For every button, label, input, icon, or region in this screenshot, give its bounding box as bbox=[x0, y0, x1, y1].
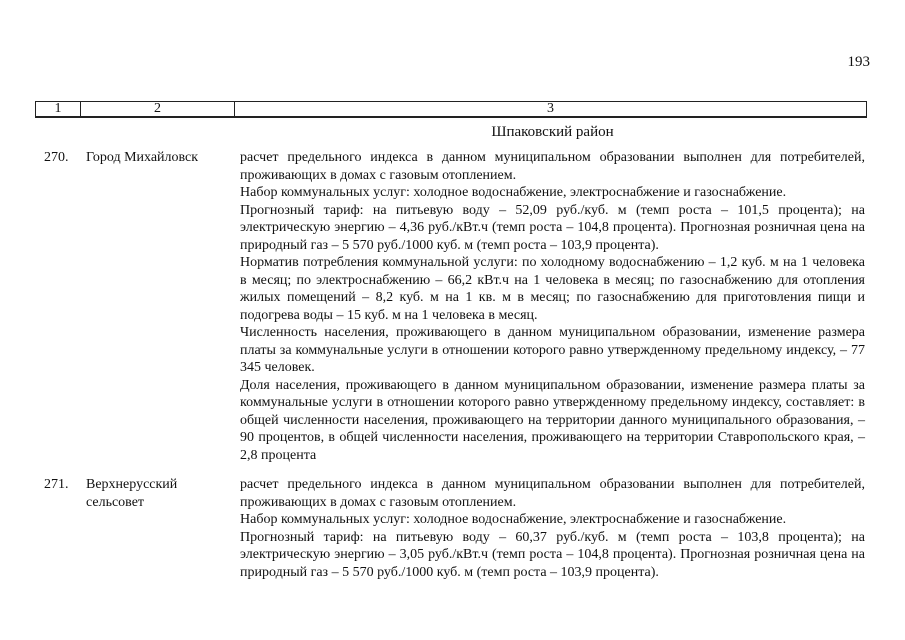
entry-text bbox=[240, 476, 865, 581]
entry-name: Город Михайловск bbox=[86, 150, 199, 165]
entry-text bbox=[240, 149, 865, 464]
column-header-2: 2 bbox=[81, 102, 235, 116]
page-number: 193 bbox=[847, 54, 870, 70]
entry-paragraph: Доля населения, проживающего в данном муниципальном образовании, изменение размера платы за коммунальные услуги в отношении которого равно утвержденному предельному индексу, составляет: в общей численности населения, проживающего на территории данного муниципального образования, – 90 процентов, в общей численности населения, проживающего на территории Ставропольского края, – 2,8 процента bbox=[240, 377, 865, 463]
entry-number: 271. bbox=[44, 477, 69, 492]
column-header-3: 3 bbox=[547, 101, 554, 116]
column-header-row bbox=[35, 101, 867, 118]
entry-paragraph: расчет предельного индекса в данном муниципальном образовании выполнен для потребителей, проживающих в домах с газовым отоплением. bbox=[240, 477, 865, 510]
entry-paragraph: Норматив потребления коммунальной услуги: по холодному водоснабжению – 1,2 куб. м на 1 человека в месяц; по электроснабжению – 66,2 кВт.ч на 1 человека в месяц; по газоснабжению для отопления жилых помещений – 8,2 куб. м на 1 кв. м в месяц; по газоснабжению для приготовления пищи и подогрева воды – 15 куб. м на 1 человека в месяц. bbox=[240, 255, 865, 323]
entry-name: Верхнерусский сельсовет bbox=[86, 477, 178, 510]
column-header-1: 1 bbox=[36, 102, 81, 116]
entry-paragraph: Набор коммунальных услуг: холодное водоснабжение, электроснабжение и газоснабжение. bbox=[240, 512, 787, 527]
entry-paragraph: Набор коммунальных услуг: холодное водоснабжение, электроснабжение и газоснабжение. bbox=[240, 185, 787, 200]
entry-paragraph: расчет предельного индекса в данном муниципальном образовании выполнен для потребителей, проживающих в домах с газовым отоплением. bbox=[240, 150, 865, 183]
entry-paragraph: Прогнозный тариф: на питьевую воду – 52,09 руб./куб. м (темп роста – 101,5 процента); на электрическую энергию – 4,36 руб./кВт.ч (темп роста – 104,8 процента). Прогнозная розничная цена на природный газ – 5 570 руб./1000 куб. м (темп роста – 103,9 процента). bbox=[240, 202, 865, 253]
entry-number: 270. bbox=[44, 150, 69, 165]
entry-paragraph: Численность населения, проживающего в данном муниципальном образовании, изменение размера платы за коммунальные услуги в отношении которого равно утвержденному предельному индексу, – 77 345 человек. bbox=[240, 325, 865, 375]
entry-paragraph: Прогнозный тариф: на питьевую воду – 60,37 руб./куб. м (темп роста – 103,8 процента); на электрическую энергию – 3,05 руб./кВт.ч (темп роста – 104,8 процента). Прогнозная розничная цена на природный газ – 5 570 руб./1000 куб. м (темп роста – 103,9 процента). bbox=[240, 529, 865, 580]
region-title: Шпаковский район bbox=[491, 124, 614, 140]
